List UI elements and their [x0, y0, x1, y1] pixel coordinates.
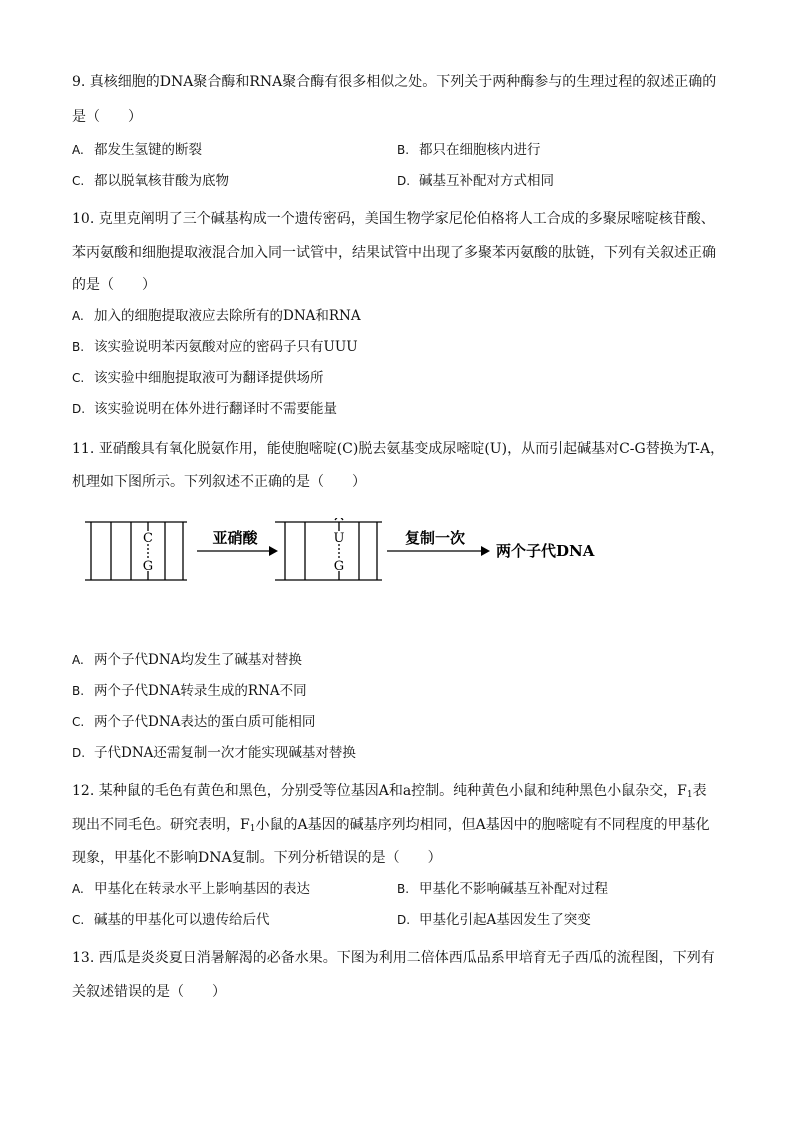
- q12-stem-line1: 12. 某种鼠的毛色有黄色和黑色，分别受等位基因A和a控制。纯种黄色小鼠和纯种黑色小鼠杂交，$F_1$表: [72, 783, 707, 800]
- base-c: C: [143, 531, 153, 546]
- q11-option-a: A. 两个子代DNA均发生了碱基对替换: [72, 652, 302, 668]
- q9-stem-line1: 9. 真核细胞的DNA聚合酶和RNA聚合酶有很多相似之处。下列关于两种酶参与的生理过程的叙述正确的: [72, 74, 717, 90]
- q10-stem-line3: 的是（ ）: [72, 277, 156, 293]
- arrow-head-1: [269, 546, 278, 556]
- q13-stem-line2: 关叙述错误的是（ ）: [72, 984, 226, 1000]
- base-u: U: [333, 531, 345, 546]
- q11-mechanism-diagram: [85, 518, 625, 592]
- base-g-1: G: [142, 559, 154, 574]
- q11-option-d: D. 子代DNA还需复制一次才能实现碱基对替换: [72, 745, 356, 761]
- q11-stem-line1: 11. 亚硝酸具有氧化脱氨作用，能使胞嘧啶(C)脱去氨基变成尿嘧啶(U)，从而引起碱基对C-G替换为T-A，: [72, 441, 725, 457]
- q13-stem-line1: 13. 西瓜是炎炎夏日消暑解渴的必备水果。下图为利用二倍体西瓜品系甲培育无子西瓜的流程图，下列有: [72, 950, 715, 966]
- q11-stem-line2: 机理如下图所示。下列叙述不正确的是（ ）: [72, 474, 366, 490]
- dna-segment-deaminated: [275, 518, 382, 580]
- base-g-2: G: [333, 559, 345, 574]
- q9-option-b: B. 都只在细胞核内进行: [397, 142, 541, 158]
- q9-option-a: A. 都发生氢键的断裂: [72, 142, 202, 158]
- q9-option-d: D. 碱基互补配对方式相同: [397, 173, 554, 189]
- q10-stem-line2: 苯丙氨酸和细胞提取液混合加入同一试管中，结果试管中出现了多聚苯丙氨酸的肽链，下列有关叙述正确: [72, 245, 716, 261]
- q12-option-a: A. 甲基化在转录水平上影响基因的表达: [72, 881, 310, 897]
- q12-stem-line2: 现出不同毛色。研究表明，$F_1$小鼠的A基因的碱基序列均相同，但A基因中的胞嘧啶有不同程度的甲基化: [72, 817, 710, 834]
- q10-stem-line1: 10. 克里克阐明了三个碱基构成一个遗传密码，美国生物学家尼伦伯格将人工合成的多聚尿嘧啶核苷酸、: [72, 211, 715, 227]
- q9-option-c: C. 都以脱氧核苷酸为底物: [72, 173, 229, 189]
- q9-stem-line2: 是（ ）: [72, 109, 142, 125]
- q12-stem-line3: 现象，甲基化不影响DNA复制。下列分析错误的是（ ）: [72, 850, 442, 866]
- q10-option-b: B. 该实验说明苯丙氨酸对应的密码子只有UUU: [72, 339, 358, 355]
- q11-option-b: B. 两个子代DNA转录生成的RNA不同: [72, 683, 307, 699]
- q10-option-c: C. 该实验中细胞提取液可为翻译提供场所: [72, 370, 324, 386]
- q12-option-d: D. 甲基化引起A基因发生了突变: [397, 912, 591, 928]
- q10-option-d: D. 该实验说明在体外进行翻译时不需要能量: [72, 401, 337, 417]
- arrow-head-2: [481, 546, 490, 556]
- result-label: 两个子代DNA: [496, 542, 595, 560]
- q11-option-c: C. 两个子代DNA表达的蛋白质可能相同: [72, 714, 316, 730]
- arrow2-label: 复制一次: [404, 529, 466, 547]
- arrow1-label: 亚硝酸: [212, 529, 258, 547]
- q10-option-a: A. 加入的细胞提取液应去除所有的DNA和RNA: [72, 308, 361, 324]
- dna-segment-original: [85, 522, 187, 580]
- q12-option-c: C. 碱基的甲基化可以遗传给后代: [72, 912, 270, 928]
- q12-option-b: B. 甲基化不影响碱基互补配对过程: [397, 881, 608, 897]
